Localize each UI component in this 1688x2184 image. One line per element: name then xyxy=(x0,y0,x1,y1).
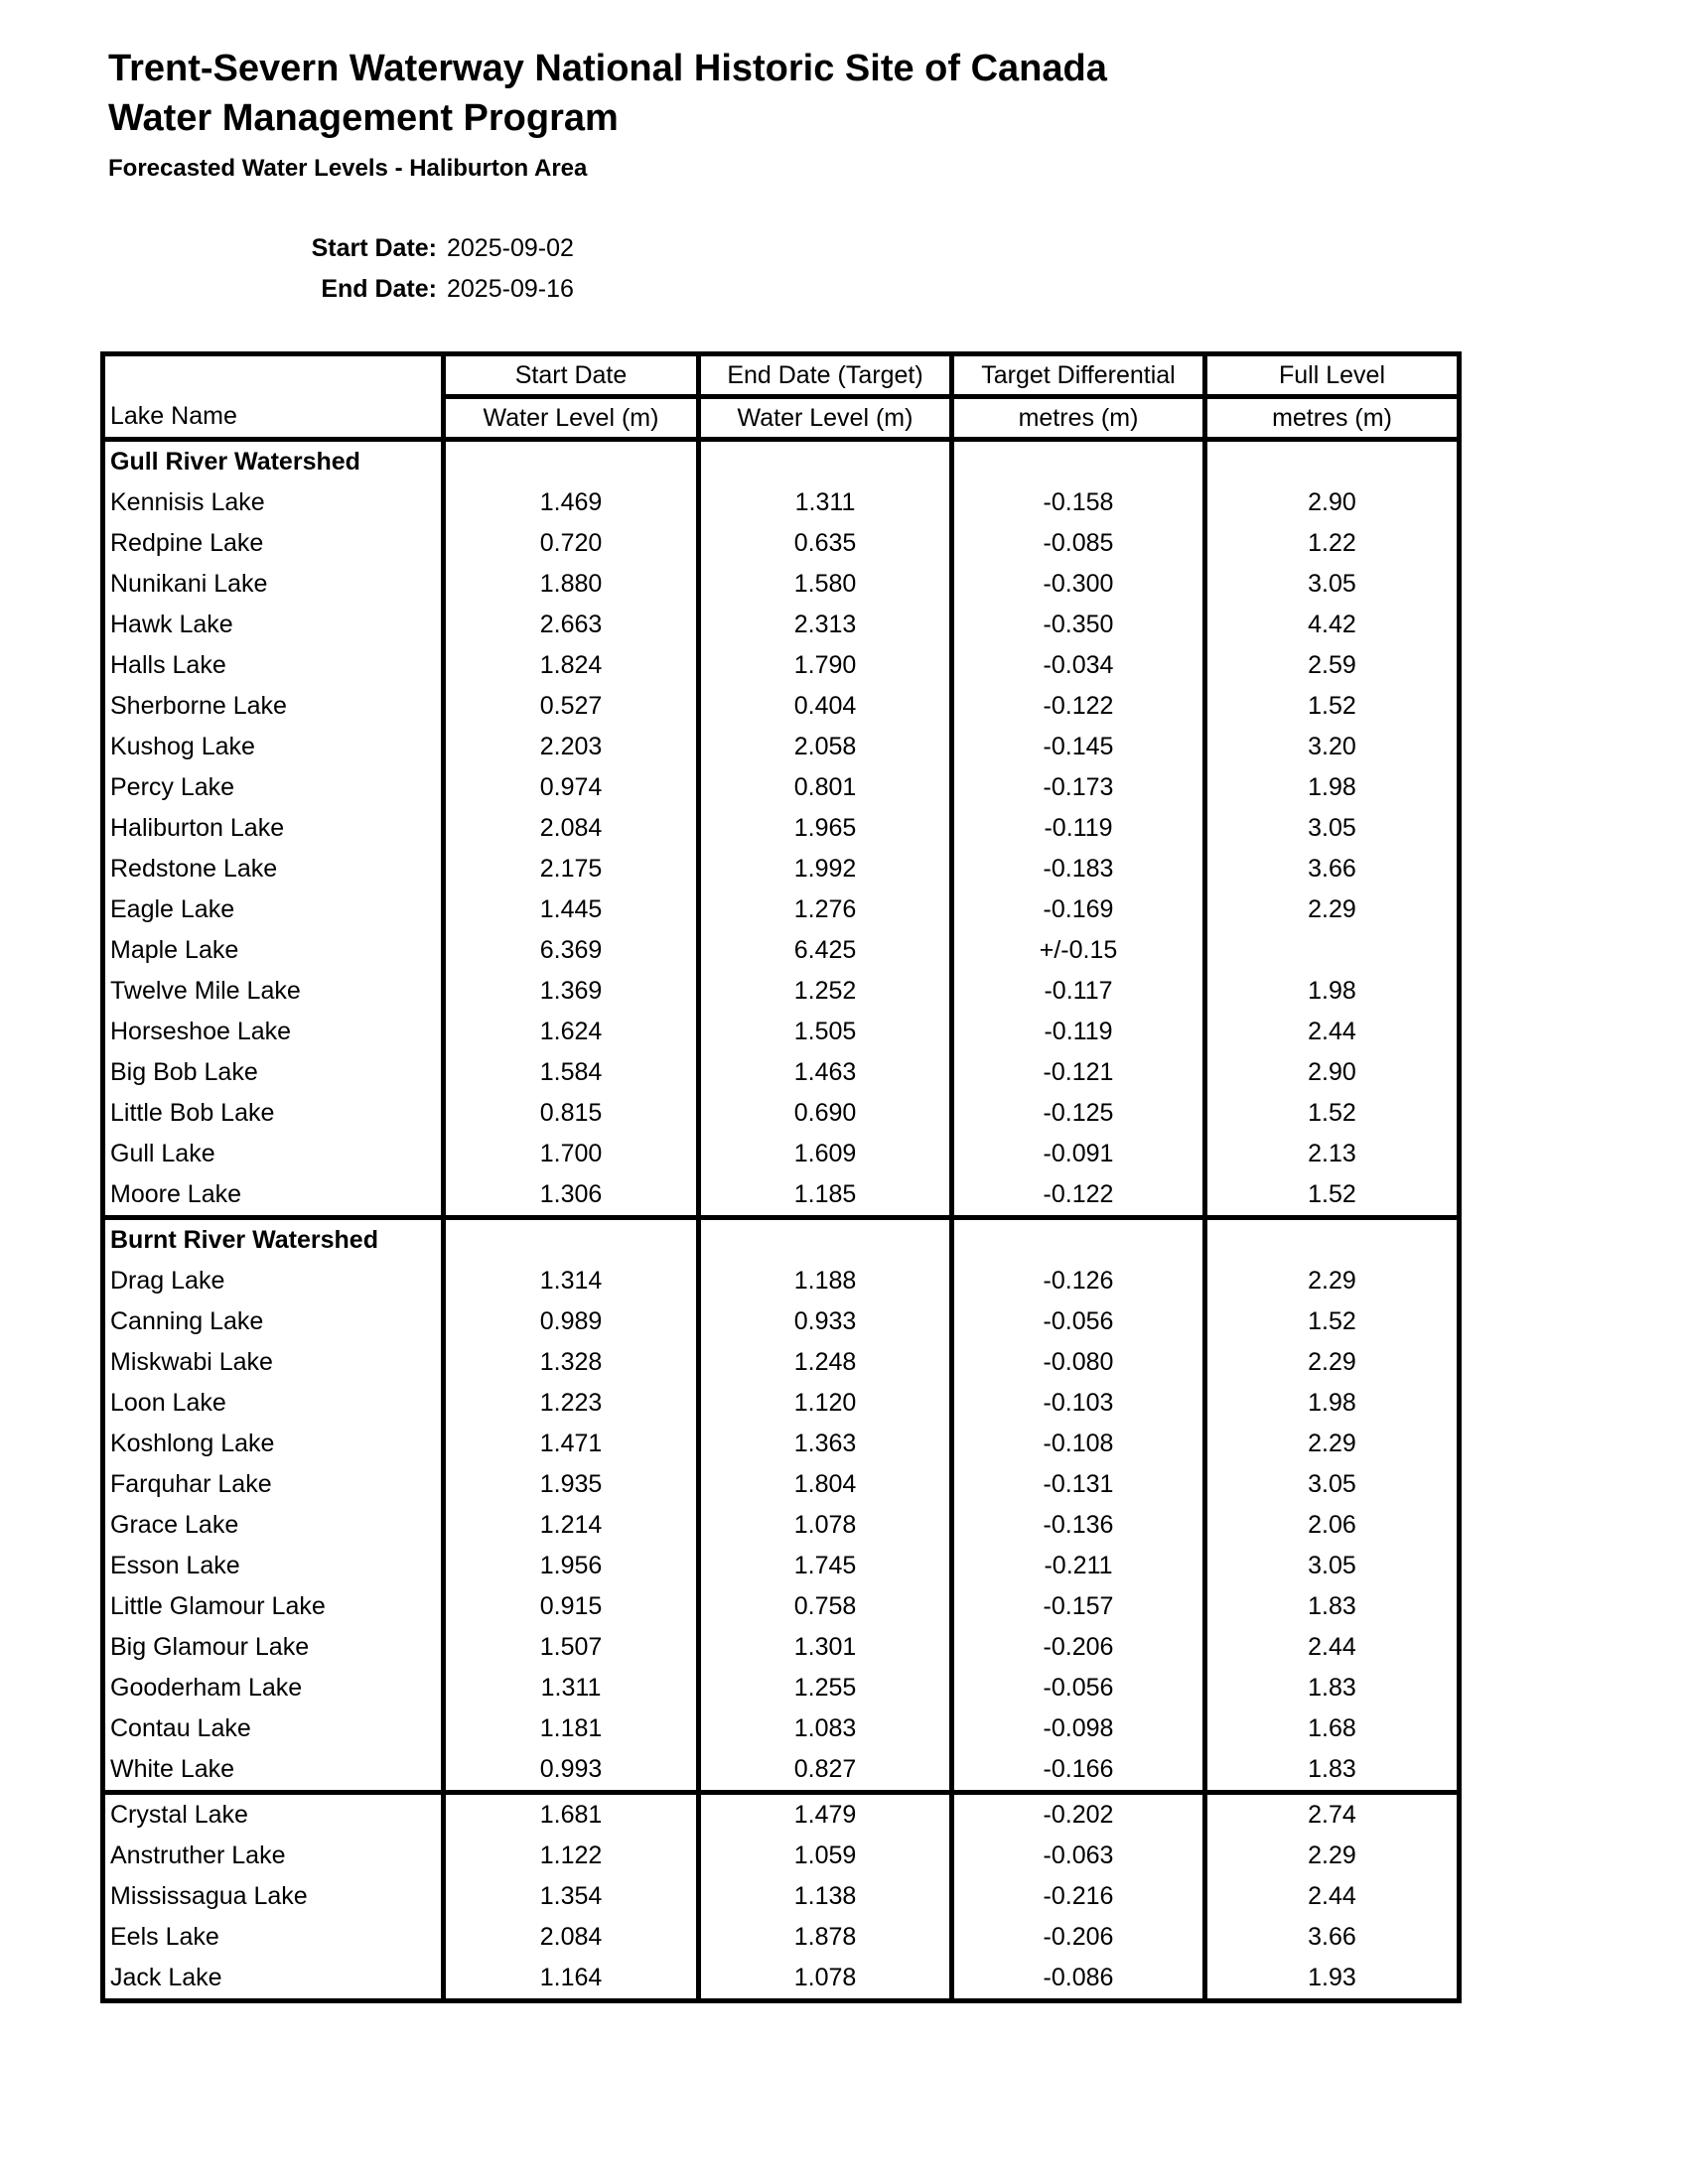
target-differential-cell: -0.173 xyxy=(952,767,1205,808)
start-level-cell: 0.993 xyxy=(444,1749,699,1793)
target-differential-cell: -0.034 xyxy=(952,645,1205,686)
report-subtitle: Forecasted Water Levels - Haliburton Area xyxy=(108,155,588,182)
column-header-start-date: Start Date xyxy=(444,354,699,397)
start-level-cell: 1.956 xyxy=(444,1546,699,1586)
full-level-cell: 3.05 xyxy=(1205,1464,1460,1505)
target-differential-cell: -0.056 xyxy=(952,1668,1205,1708)
start-level-cell: 1.445 xyxy=(444,889,699,930)
table-row xyxy=(103,645,1460,686)
lake-name-cell: Moore Lake xyxy=(110,1180,242,1208)
end-level-cell: 0.801 xyxy=(699,767,952,808)
target-differential-cell: -0.056 xyxy=(952,1301,1205,1342)
lake-name-cell: Esson Lake xyxy=(110,1552,240,1579)
column-header-lake-name: Lake Name xyxy=(110,402,237,430)
start-level-cell: 0.527 xyxy=(444,686,699,727)
target-differential-cell: -0.125 xyxy=(952,1093,1205,1134)
table-row xyxy=(103,727,1460,767)
table-row xyxy=(103,1464,1460,1505)
end-level-cell: 1.609 xyxy=(699,1134,952,1174)
empty-cell xyxy=(1205,440,1460,483)
target-differential-cell: -0.119 xyxy=(952,808,1205,849)
full-level-cell: 2.74 xyxy=(1205,1793,1460,1837)
target-differential-cell: -0.117 xyxy=(952,971,1205,1012)
table-row xyxy=(103,1301,1460,1342)
full-level-cell: 2.29 xyxy=(1205,1342,1460,1383)
start-level-cell: 1.624 xyxy=(444,1012,699,1052)
table-row xyxy=(103,1546,1460,1586)
water-levels-table xyxy=(100,351,1462,2003)
end-level-cell: 1.878 xyxy=(699,1917,952,1958)
lake-name-cell: Koshlong Lake xyxy=(110,1430,275,1457)
start-level-cell: 0.974 xyxy=(444,767,699,808)
full-level-cell: 1.68 xyxy=(1205,1708,1460,1749)
start-level-cell: 1.181 xyxy=(444,1708,699,1749)
start-level-cell: 1.164 xyxy=(444,1958,699,2001)
table-row xyxy=(103,482,1460,523)
end-level-cell: 0.635 xyxy=(699,523,952,564)
full-level-cell: 3.66 xyxy=(1205,849,1460,889)
target-differential-cell: -0.098 xyxy=(952,1708,1205,1749)
target-differential-cell: -0.350 xyxy=(952,605,1205,645)
column-unit-differential: metres (m) xyxy=(952,397,1205,440)
target-differential-cell: -0.103 xyxy=(952,1383,1205,1424)
full-level-cell: 1.98 xyxy=(1205,767,1460,808)
start-level-cell: 1.223 xyxy=(444,1383,699,1424)
empty-cell xyxy=(1205,1218,1460,1262)
end-level-cell: 1.248 xyxy=(699,1342,952,1383)
full-level-cell: 2.06 xyxy=(1205,1505,1460,1546)
target-differential-cell: -0.145 xyxy=(952,727,1205,767)
target-differential-cell: -0.126 xyxy=(952,1261,1205,1301)
end-level-cell: 2.058 xyxy=(699,727,952,767)
start-level-cell: 1.328 xyxy=(444,1342,699,1383)
column-header-full-level: Full Level xyxy=(1205,354,1460,397)
target-differential-cell: -0.122 xyxy=(952,1174,1205,1218)
lake-name-cell: Haliburton Lake xyxy=(110,814,285,842)
full-level-cell: 2.90 xyxy=(1205,1052,1460,1093)
table-row xyxy=(103,1342,1460,1383)
end-level-cell: 1.252 xyxy=(699,971,952,1012)
target-differential-cell: -0.063 xyxy=(952,1836,1205,1876)
end-level-cell: 1.804 xyxy=(699,1464,952,1505)
target-differential-cell: -0.183 xyxy=(952,849,1205,889)
start-date-label: Start Date: xyxy=(311,234,437,262)
table-row xyxy=(103,1708,1460,1749)
table-body xyxy=(103,440,1460,2001)
full-level-cell: 1.22 xyxy=(1205,523,1460,564)
end-level-cell: 0.690 xyxy=(699,1093,952,1134)
end-level-cell: 1.078 xyxy=(699,1505,952,1546)
end-level-cell: 0.404 xyxy=(699,686,952,727)
start-level-cell: 0.915 xyxy=(444,1586,699,1627)
table-row xyxy=(103,605,1460,645)
table-row xyxy=(103,889,1460,930)
start-level-cell: 1.469 xyxy=(444,482,699,523)
table-row xyxy=(103,1093,1460,1134)
watershed-section-row xyxy=(103,1218,1460,1262)
column-unit-full-level: metres (m) xyxy=(1205,397,1460,440)
empty-cell xyxy=(699,440,952,483)
lake-name-cell: Big Bob Lake xyxy=(110,1058,258,1086)
full-level-cell: 1.52 xyxy=(1205,1174,1460,1218)
table-row xyxy=(103,1836,1460,1876)
start-level-cell: 2.663 xyxy=(444,605,699,645)
full-level-cell: 2.29 xyxy=(1205,1836,1460,1876)
end-date-label: End Date: xyxy=(321,275,437,303)
lake-name-cell: Grace Lake xyxy=(110,1511,239,1539)
end-level-cell: 1.580 xyxy=(699,564,952,605)
full-level-cell: 2.44 xyxy=(1205,1012,1460,1052)
lake-name-cell: Little Bob Lake xyxy=(110,1099,275,1127)
page-subtitle-program: Water Management Program xyxy=(108,97,619,139)
table-row xyxy=(103,1383,1460,1424)
target-differential-cell: -0.080 xyxy=(952,1342,1205,1383)
column-unit-start-level: Water Level (m) xyxy=(444,397,699,440)
table-row xyxy=(103,1134,1460,1174)
full-level-cell: 2.29 xyxy=(1205,1261,1460,1301)
end-level-cell: 1.120 xyxy=(699,1383,952,1424)
lake-name-cell: Horseshoe Lake xyxy=(110,1018,292,1045)
full-level-cell: 2.13 xyxy=(1205,1134,1460,1174)
full-level-cell: 4.42 xyxy=(1205,605,1460,645)
full-level-cell: 2.29 xyxy=(1205,1424,1460,1464)
page-title: Trent-Severn Waterway National Historic Site of Canada xyxy=(108,48,1107,89)
full-level-cell: 3.05 xyxy=(1205,808,1460,849)
end-level-cell: 1.185 xyxy=(699,1174,952,1218)
end-level-cell: 1.301 xyxy=(699,1627,952,1668)
end-level-cell: 6.425 xyxy=(699,930,952,971)
full-level-cell: 2.44 xyxy=(1205,1876,1460,1917)
target-differential-cell: -0.122 xyxy=(952,686,1205,727)
full-level-cell: 1.98 xyxy=(1205,971,1460,1012)
full-level-cell: 1.98 xyxy=(1205,1383,1460,1424)
target-differential-cell: -0.158 xyxy=(952,482,1205,523)
lake-name-cell: Loon Lake xyxy=(110,1389,226,1417)
end-level-cell: 1.255 xyxy=(699,1668,952,1708)
end-level-cell: 0.758 xyxy=(699,1586,952,1627)
target-differential-cell: -0.206 xyxy=(952,1917,1205,1958)
end-level-cell: 1.363 xyxy=(699,1424,952,1464)
full-level-cell: 1.83 xyxy=(1205,1749,1460,1793)
start-level-cell: 1.700 xyxy=(444,1134,699,1174)
table-row xyxy=(103,1749,1460,1793)
lake-name-cell: Big Glamour Lake xyxy=(110,1633,310,1661)
lake-name-cell: Eagle Lake xyxy=(110,895,235,923)
table-row xyxy=(103,1793,1460,1837)
start-level-cell: 1.824 xyxy=(444,645,699,686)
table-row xyxy=(103,1424,1460,1464)
full-level-cell: 1.52 xyxy=(1205,1093,1460,1134)
table-row xyxy=(103,564,1460,605)
lake-name-cell: Drag Lake xyxy=(110,1267,225,1295)
table-row xyxy=(103,1586,1460,1627)
lake-name-cell: Maple Lake xyxy=(110,936,239,964)
end-date-value: 2025-09-16 xyxy=(447,275,574,303)
target-differential-cell: -0.300 xyxy=(952,564,1205,605)
start-level-cell: 0.815 xyxy=(444,1093,699,1134)
start-date-row xyxy=(199,234,574,263)
target-differential-cell: -0.086 xyxy=(952,1958,1205,2001)
end-level-cell: 1.745 xyxy=(699,1546,952,1586)
target-differential-cell: -0.119 xyxy=(952,1012,1205,1052)
table-header-row-top xyxy=(103,354,1460,397)
full-level-cell: 3.05 xyxy=(1205,1546,1460,1586)
start-level-cell: 1.471 xyxy=(444,1424,699,1464)
full-level-cell: 1.83 xyxy=(1205,1586,1460,1627)
table-row xyxy=(103,1958,1460,2001)
table-row xyxy=(103,523,1460,564)
target-differential-cell: -0.216 xyxy=(952,1876,1205,1917)
table-row xyxy=(103,1668,1460,1708)
start-level-cell: 2.175 xyxy=(444,849,699,889)
end-level-cell: 2.313 xyxy=(699,605,952,645)
table-row xyxy=(103,767,1460,808)
table-row xyxy=(103,1876,1460,1917)
empty-cell xyxy=(952,440,1205,483)
lake-name-cell: Twelve Mile Lake xyxy=(110,977,301,1005)
start-level-cell: 0.720 xyxy=(444,523,699,564)
lake-name-cell: Kushog Lake xyxy=(110,733,255,760)
lake-name-cell: Mississagua Lake xyxy=(110,1882,308,1910)
end-level-cell: 1.078 xyxy=(699,1958,952,2001)
lake-name-cell: Miskwabi Lake xyxy=(110,1348,273,1376)
table-row xyxy=(103,1012,1460,1052)
end-date-row xyxy=(199,275,574,304)
column-header-end-date: End Date (Target) xyxy=(699,354,952,397)
lake-name-cell: Hawk Lake xyxy=(110,611,233,638)
empty-cell xyxy=(444,440,699,483)
watershed-section-row xyxy=(103,440,1460,483)
start-level-cell: 1.311 xyxy=(444,1668,699,1708)
end-level-cell: 1.505 xyxy=(699,1012,952,1052)
empty-cell xyxy=(444,1218,699,1262)
lake-name-cell: Sherborne Lake xyxy=(110,692,287,720)
end-level-cell: 1.992 xyxy=(699,849,952,889)
start-level-cell: 1.306 xyxy=(444,1174,699,1218)
target-differential-cell: -0.121 xyxy=(952,1052,1205,1093)
target-differential-cell: -0.157 xyxy=(952,1586,1205,1627)
start-level-cell: 1.681 xyxy=(444,1793,699,1837)
start-level-cell: 1.354 xyxy=(444,1876,699,1917)
table-row xyxy=(103,686,1460,727)
end-level-cell: 1.479 xyxy=(699,1793,952,1837)
end-level-cell: 0.827 xyxy=(699,1749,952,1793)
end-level-cell: 1.188 xyxy=(699,1261,952,1301)
table-row xyxy=(103,1505,1460,1546)
start-level-cell: 1.369 xyxy=(444,971,699,1012)
full-level-cell: 2.90 xyxy=(1205,482,1460,523)
target-differential-cell: +/-0.15 xyxy=(952,930,1205,971)
lake-name-cell: Little Glamour Lake xyxy=(110,1592,326,1620)
full-level-cell: 3.05 xyxy=(1205,564,1460,605)
table-row xyxy=(103,930,1460,971)
target-differential-cell: -0.169 xyxy=(952,889,1205,930)
full-level-cell xyxy=(1205,930,1460,971)
lake-name-cell: Gooderham Lake xyxy=(110,1674,303,1702)
lake-name-cell: Nunikani Lake xyxy=(110,570,268,598)
table-row xyxy=(103,1174,1460,1218)
end-level-cell: 1.138 xyxy=(699,1876,952,1917)
target-differential-cell: -0.202 xyxy=(952,1793,1205,1837)
lake-name-cell: Canning Lake xyxy=(110,1307,264,1335)
full-level-cell: 1.83 xyxy=(1205,1668,1460,1708)
target-differential-cell: -0.091 xyxy=(952,1134,1205,1174)
watershed-section-label: Gull River Watershed xyxy=(103,440,444,483)
start-level-cell: 1.935 xyxy=(444,1464,699,1505)
full-level-cell: 2.44 xyxy=(1205,1627,1460,1668)
end-level-cell: 1.463 xyxy=(699,1052,952,1093)
start-level-cell: 1.122 xyxy=(444,1836,699,1876)
full-level-cell: 2.59 xyxy=(1205,645,1460,686)
target-differential-cell: -0.108 xyxy=(952,1424,1205,1464)
empty-cell xyxy=(952,1218,1205,1262)
lake-name-cell: Contau Lake xyxy=(110,1714,251,1742)
table-row xyxy=(103,1261,1460,1301)
full-level-cell: 1.93 xyxy=(1205,1958,1460,2001)
start-level-cell: 1.214 xyxy=(444,1505,699,1546)
lake-name-cell: White Lake xyxy=(110,1755,235,1783)
table-row xyxy=(103,971,1460,1012)
lake-name-cell: Redpine Lake xyxy=(110,529,264,557)
lake-name-cell: Eels Lake xyxy=(110,1923,219,1951)
lake-name-cell: Kennisis Lake xyxy=(110,488,265,516)
empty-cell xyxy=(699,1218,952,1262)
full-level-cell: 1.52 xyxy=(1205,686,1460,727)
end-level-cell: 1.276 xyxy=(699,889,952,930)
watershed-section-label: Burnt River Watershed xyxy=(103,1218,444,1262)
target-differential-cell: -0.085 xyxy=(952,523,1205,564)
target-differential-cell: -0.136 xyxy=(952,1505,1205,1546)
end-level-cell: 1.965 xyxy=(699,808,952,849)
lake-name-cell: Crystal Lake xyxy=(103,1793,444,1837)
target-differential-cell: -0.166 xyxy=(952,1749,1205,1793)
table-row xyxy=(103,849,1460,889)
column-header-target-differential: Target Differential xyxy=(952,354,1205,397)
start-level-cell: 6.369 xyxy=(444,930,699,971)
lake-name-cell: Farquhar Lake xyxy=(110,1470,272,1498)
start-level-cell: 0.989 xyxy=(444,1301,699,1342)
target-differential-cell: -0.206 xyxy=(952,1627,1205,1668)
end-level-cell: 1.790 xyxy=(699,645,952,686)
target-differential-cell: -0.211 xyxy=(952,1546,1205,1586)
full-level-cell: 1.52 xyxy=(1205,1301,1460,1342)
end-level-cell: 1.311 xyxy=(699,482,952,523)
lake-name-cell: Redstone Lake xyxy=(110,855,278,883)
lake-name-cell: Halls Lake xyxy=(110,651,226,679)
lake-name-cell: Anstruther Lake xyxy=(110,1842,286,1869)
start-level-cell: 1.880 xyxy=(444,564,699,605)
end-level-cell: 0.933 xyxy=(699,1301,952,1342)
table-row xyxy=(103,1052,1460,1093)
full-level-cell: 3.20 xyxy=(1205,727,1460,767)
lake-name-cell: Gull Lake xyxy=(110,1140,215,1167)
end-level-cell: 1.059 xyxy=(699,1836,952,1876)
start-level-cell: 1.314 xyxy=(444,1261,699,1301)
full-level-cell: 3.66 xyxy=(1205,1917,1460,1958)
start-level-cell: 2.084 xyxy=(444,808,699,849)
table-row xyxy=(103,808,1460,849)
table-row xyxy=(103,1627,1460,1668)
target-differential-cell: -0.131 xyxy=(952,1464,1205,1505)
start-level-cell: 2.084 xyxy=(444,1917,699,1958)
lake-name-cell: Jack Lake xyxy=(110,1964,222,1991)
start-level-cell: 2.203 xyxy=(444,727,699,767)
full-level-cell: 2.29 xyxy=(1205,889,1460,930)
start-date-value: 2025-09-02 xyxy=(447,234,574,262)
table-row xyxy=(103,1917,1460,1958)
lake-name-cell: Percy Lake xyxy=(110,773,235,801)
column-unit-end-level: Water Level (m) xyxy=(699,397,952,440)
start-level-cell: 1.584 xyxy=(444,1052,699,1093)
start-level-cell: 1.507 xyxy=(444,1627,699,1668)
end-level-cell: 1.083 xyxy=(699,1708,952,1749)
